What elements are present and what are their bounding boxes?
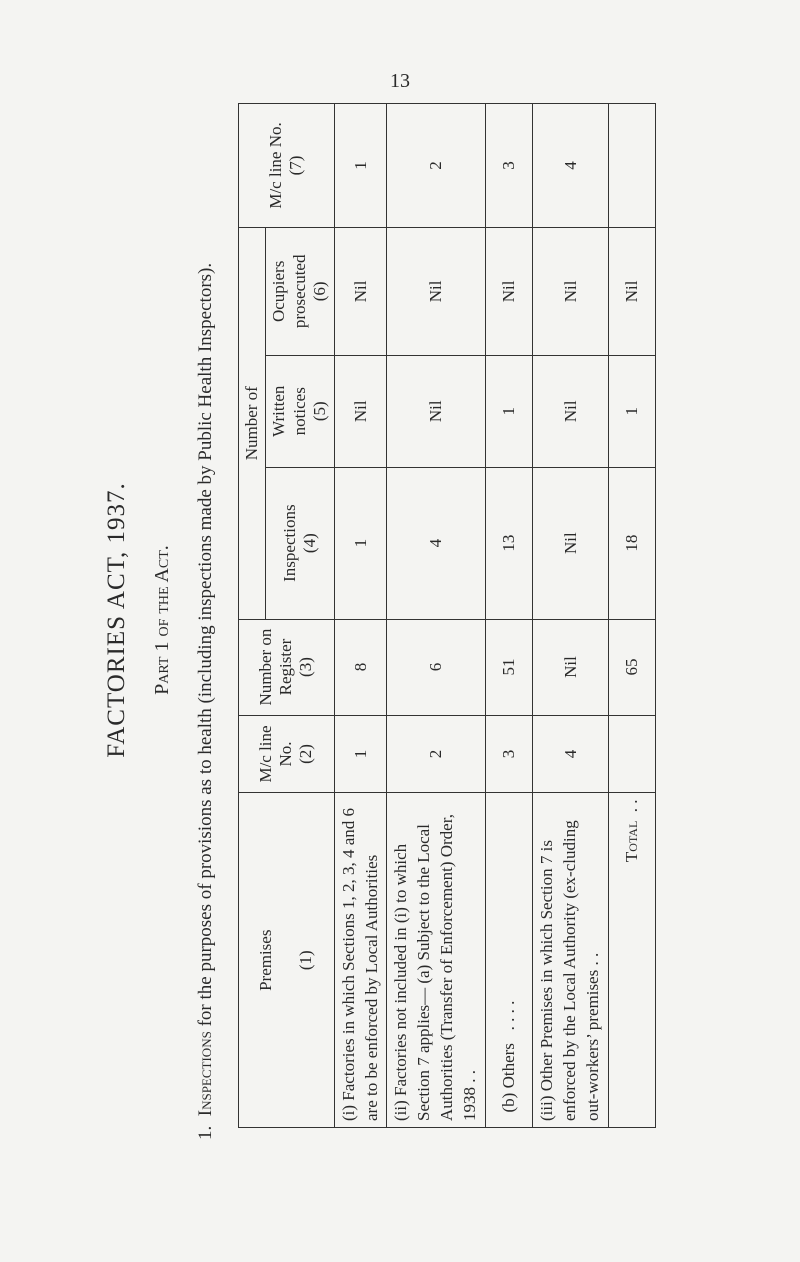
mc-cell: 3: [486, 715, 533, 793]
section-title-rest: for the purposes of provisions as to health (including inspections made by Public Health Inspectors).: [195, 262, 216, 1027]
notices-cell: 1: [486, 355, 533, 467]
mc2-cell: 2: [387, 104, 486, 228]
notices-cell: Nil: [334, 355, 387, 467]
col-header-mc-line: M/c line No. (2): [239, 715, 335, 793]
total-notices-cell: 1: [609, 355, 656, 467]
prosecuted-cell: Nil: [387, 227, 486, 355]
premises-cell: (iii) Other Premises in which Section 7 is enforced by the Local Authority (ex-cluding out-workers’ premises . .: [533, 793, 609, 1128]
register-cell: Nil: [533, 619, 609, 715]
col-header-mc-line-2: M/c line No. (7): [239, 104, 335, 228]
mc2-cell: 4: [533, 104, 609, 228]
total-label: Total . .: [609, 793, 656, 1128]
document-title: FACTORIES ACT, 1937.: [103, 482, 130, 758]
section-number: 1.: [195, 1125, 216, 1140]
inspections-cell: Nil: [533, 467, 609, 619]
mc-cell: 1: [334, 715, 387, 793]
premises-cell: (b) Others . . . .: [486, 793, 533, 1128]
notices-cell: Nil: [387, 355, 486, 467]
inspections-cell: 4: [387, 467, 486, 619]
table-row: [387, 104, 486, 1128]
prosecuted-cell: Nil: [533, 227, 609, 355]
section-title-smallcaps: Inspections: [195, 1031, 216, 1117]
col-header-prosecuted: Ocupiers prosecuted (6): [266, 227, 334, 355]
col-header-inspections: Inspections (4): [266, 467, 334, 619]
total-register-cell: 65: [609, 619, 656, 715]
table-row: [533, 104, 609, 1128]
section-heading: [195, 70, 217, 1140]
part-heading: Part 1 of the Act.: [151, 545, 173, 695]
inspections-cell: 1: [334, 467, 387, 619]
mc2-cell: 1: [334, 104, 387, 228]
col-group-number-of: Number of: [239, 227, 266, 619]
table-row: [486, 104, 533, 1128]
prosecuted-cell: Nil: [334, 227, 387, 355]
page-number: 13: [390, 70, 410, 92]
table-row: [334, 104, 387, 1128]
col-header-premises: Premises (1): [239, 793, 335, 1128]
total-prosecuted-cell: Nil: [609, 227, 656, 355]
notices-cell: Nil: [533, 355, 609, 467]
mc2-cell: [609, 104, 656, 228]
col-header-notices: Written notices (5): [266, 355, 334, 467]
rotated-page-content: [103, 70, 663, 1170]
mc-cell: [609, 715, 656, 793]
total-row: [609, 104, 656, 1128]
mc-cell: 4: [533, 715, 609, 793]
prosecuted-cell: Nil: [486, 227, 533, 355]
register-cell: 6: [387, 619, 486, 715]
premises-cell: (ii) Factories not included in (i) to which Section 7 applies— (a) Subject to the Local Authorities (Transfer of Enforcement) Order, 1938 . .: [387, 793, 486, 1128]
header-row: [239, 104, 266, 1128]
register-cell: 8: [334, 619, 387, 715]
premises-cell: (i) Factories in which Sections 1, 2, 3, 4 and 6 are to be enforced by Local Authorities: [334, 793, 387, 1128]
inspections-table: [238, 103, 656, 1128]
total-inspections-cell: 18: [609, 467, 656, 619]
inspections-cell: 13: [486, 467, 533, 619]
col-header-register: Number on Register (3): [239, 619, 335, 715]
mc2-cell: 3: [486, 104, 533, 228]
mc-cell: 2: [387, 715, 486, 793]
register-cell: 51: [486, 619, 533, 715]
